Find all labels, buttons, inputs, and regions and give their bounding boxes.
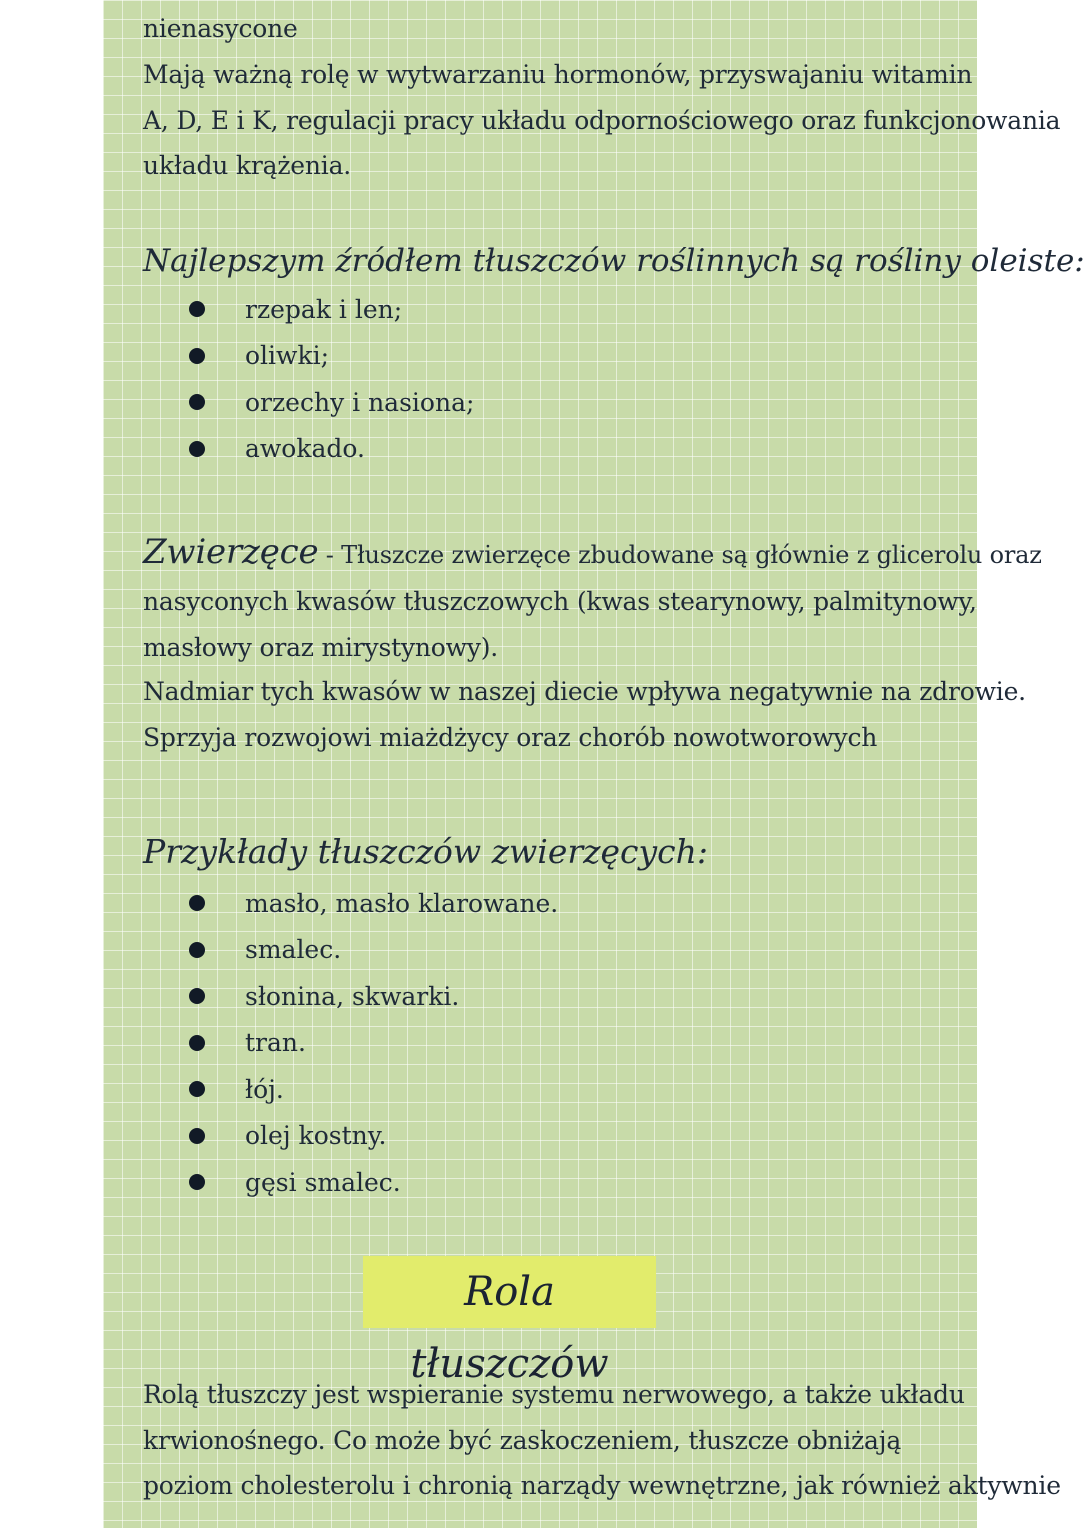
animal-lead-word: Zwierzęce bbox=[143, 532, 319, 572]
bullet-icon bbox=[189, 1081, 205, 1097]
bullet-icon bbox=[189, 1035, 205, 1051]
list-item bbox=[189, 1066, 558, 1113]
bullet-icon bbox=[189, 895, 205, 911]
list-item bbox=[189, 286, 474, 333]
text-line: poziom cholesterolu i chronią narządy wewnętrzne, jak również aktywnie bbox=[143, 1471, 1061, 1500]
bullet-icon bbox=[189, 1128, 205, 1144]
text-line: Nadmiar tych kwasów w naszej diecie wpływa negatywnie na zdrowie. bbox=[143, 677, 1026, 706]
list-item-text: masło, masło klarowane. bbox=[245, 888, 559, 918]
list-item-text: tran. bbox=[245, 1028, 306, 1058]
list-item bbox=[189, 333, 474, 380]
bullet-icon bbox=[189, 348, 205, 364]
list-item bbox=[189, 1020, 558, 1067]
notebook-page bbox=[103, 0, 1085, 1528]
list-item bbox=[189, 426, 474, 473]
list-item-text: awokado. bbox=[245, 434, 365, 464]
plant-sources-heading: Najlepszym źródłem tłuszczów roślinnych są rośliny oleiste: bbox=[143, 243, 1085, 279]
list-item-text: olej kostny. bbox=[245, 1121, 387, 1151]
text-line: układu krążenia. bbox=[143, 151, 352, 180]
bullet-icon bbox=[189, 1174, 205, 1190]
bullet-icon bbox=[189, 988, 205, 1004]
list-item bbox=[189, 880, 558, 927]
bullet-icon bbox=[189, 942, 205, 958]
list-item-text: rzepak i len; bbox=[245, 294, 403, 324]
list-item-text: orzechy i nasiona; bbox=[245, 387, 475, 417]
animal-examples-heading: Przykłady tłuszczów zwierzęcych: bbox=[143, 832, 709, 871]
list-item-text: łój. bbox=[245, 1074, 284, 1104]
list-item bbox=[189, 1113, 558, 1160]
text-line: masłowy oraz mirystynowy). bbox=[143, 633, 499, 662]
list-item bbox=[189, 973, 558, 1020]
text-line: nasyconych kwasów tłuszczowych (kwas stearynowy, palmitynowy, bbox=[143, 587, 977, 616]
text-line: nienasycone bbox=[143, 14, 298, 43]
animal-intro-line bbox=[143, 530, 1042, 577]
list-item bbox=[189, 379, 474, 426]
list-item-text: smalec. bbox=[245, 935, 342, 965]
list-item bbox=[189, 1159, 558, 1206]
text-line: Sprzyja rozwojowi miażdżycy oraz chorób nowotworowych bbox=[143, 723, 878, 752]
animal-examples-list bbox=[189, 880, 558, 1206]
text-line: Mają ważną rolę w wytwarzaniu hormonów, przyswajaniu witamin bbox=[143, 60, 973, 89]
list-item-text: słonina, skwarki. bbox=[245, 981, 460, 1011]
list-item-text: oliwki; bbox=[245, 341, 330, 371]
bullet-icon bbox=[189, 394, 205, 410]
bullet-icon bbox=[189, 441, 205, 457]
list-item bbox=[189, 927, 558, 974]
text-line: A, D, E i K, regulacji pracy układu odpornościowego oraz funkcjonowania bbox=[143, 106, 1061, 135]
animal-intro-text: - Tłuszcze zwierzęce zbudowane są głównie z glicerolu oraz bbox=[318, 541, 1042, 569]
list-item-text: gęsi smalec. bbox=[245, 1167, 401, 1197]
bullet-icon bbox=[189, 301, 205, 317]
plant-sources-list bbox=[189, 286, 474, 472]
text-line: krwionośnego. Co może być zaskoczeniem, tłuszcze obniżają bbox=[143, 1426, 902, 1455]
role-section-title: Rola tłuszczów bbox=[363, 1256, 656, 1328]
text-line: Rolą tłuszczy jest wspieranie systemu nerwowego, a także układu bbox=[143, 1380, 965, 1409]
